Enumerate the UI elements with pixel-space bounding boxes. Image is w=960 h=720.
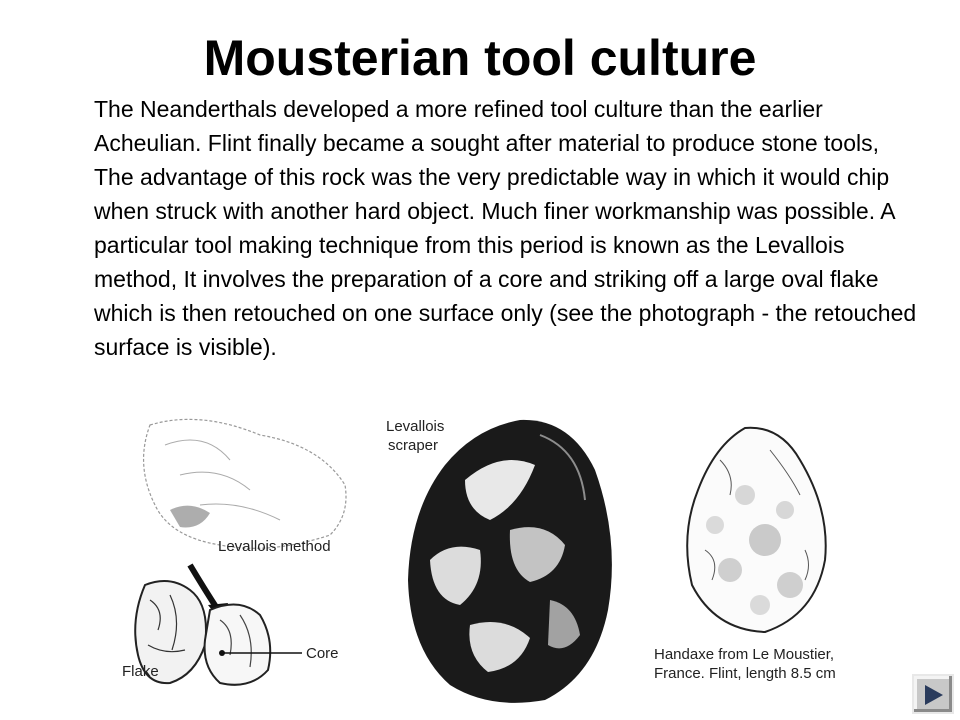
- levallois-scraper-photo: [370, 410, 635, 710]
- play-triangle-icon: [923, 684, 945, 706]
- next-slide-button[interactable]: [912, 674, 954, 714]
- levallois-scraper-figure: [370, 410, 635, 710]
- handaxe-caption-line2: France. Flint, length 8.5 cm: [654, 665, 836, 682]
- levallois-scraper-label-line2: scraper: [388, 437, 439, 454]
- handaxe-caption-line1: Handaxe from Le Moustier,: [654, 646, 835, 663]
- flake-label: Flake: [122, 663, 159, 680]
- levallois-method-figure: [110, 405, 360, 715]
- core-label: Core: [306, 645, 339, 662]
- handaxe-figure: [650, 420, 880, 690]
- slide-body-text: The Neanderthals developed a more refined tool culture than the earlier Acheulian. Flint finally became a sought after material to produce stone tools, The advantage of this rock was the very predictable way in which it would chip when struck with another hard object. Much finer workmanship was possible. A particular tool making technique from this period is known as the Levallois method, It involves the preparation of a core and striking off a large oval flake which is then retouched on one surface only (see the photograph - the retouched surface is visible).: [94, 96, 917, 360]
- slide-title: Mousterian tool culture: [203, 30, 757, 86]
- levallois-method-label: Levallois method: [218, 538, 331, 555]
- levallois-scraper-label-line1: Levallois: [386, 418, 445, 435]
- handaxe-illustration: [650, 420, 880, 640]
